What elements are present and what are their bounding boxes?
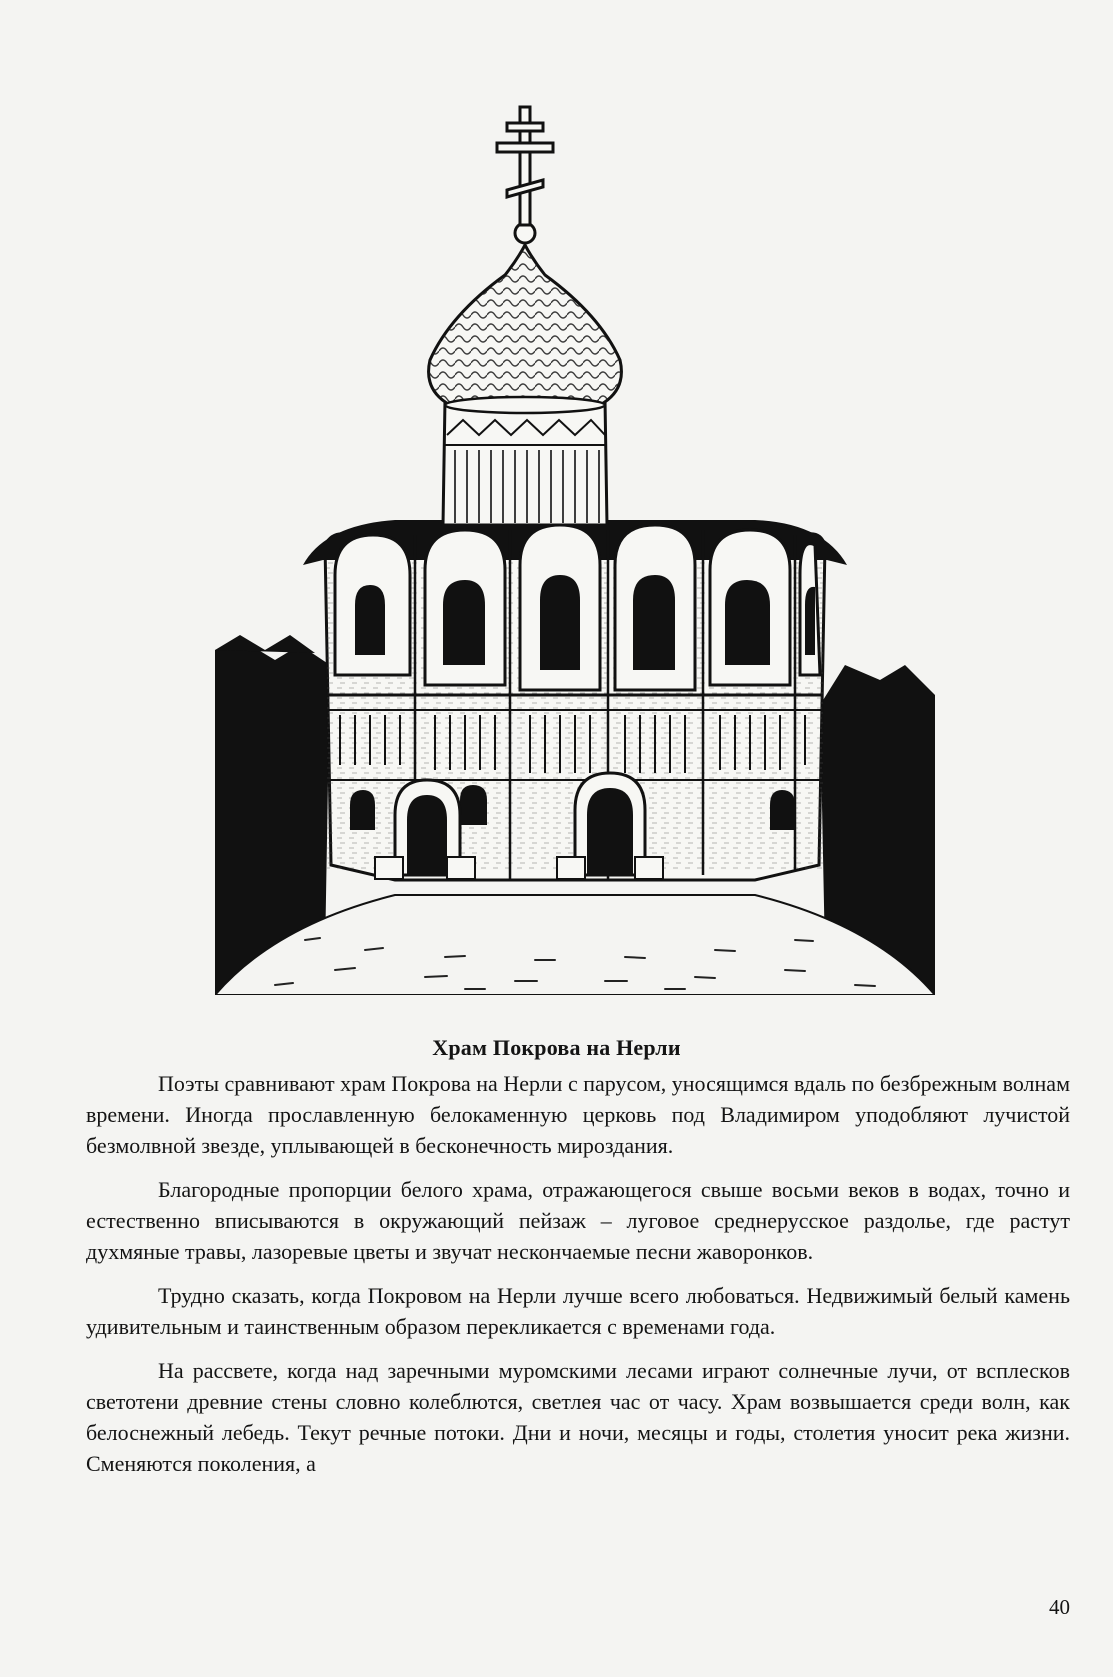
body-text: [86, 1068, 1070, 1492]
page-number: 40: [1049, 1595, 1070, 1619]
cross-icon: [497, 107, 553, 243]
paragraph: На рассвете, когда над заречными муромскими лесами играют солнечные лучи, от всплесков светотени древние стены словно колеблются, светлея час от часу. Храм возвышается среди волн, как белоснежный лебедь. Текут речные потоки. Дни и ночи, месяцы и годы, столетия уносит река жизни. Сменяются поколения, а: [86, 1358, 1070, 1476]
figure-caption: Храм Покрова на Нерли: [432, 1035, 681, 1060]
paragraph: Поэты сравнивают храм Покрова на Нерли с парусом, уносящимся вдаль по безбрежным волнам времени. Иногда прославленную белокаменную церковь под Владимиром уподобляют лучистой безмолвной звезде, уплывающей в бесконечность мироздания.: [86, 1071, 1070, 1158]
paragraph: Трудно сказать, когда Покровом на Нерли лучше всего любоваться. Недвижимый белый камень удивительным и таинственным образом перекликается с временами года.: [86, 1283, 1070, 1339]
church-drum: [443, 400, 607, 525]
church-illustration: [215, 105, 935, 995]
paragraph: Благородные пропорции белого храма, отражающегося свыше восьми веков в водах, точно и естественно вписываются в окружающий пейзаж – луговое среднерусское раздолье, где растут духмяные травы, лазоревые цветы и звучат нескончаемые песни жаворонков.: [86, 1177, 1070, 1264]
